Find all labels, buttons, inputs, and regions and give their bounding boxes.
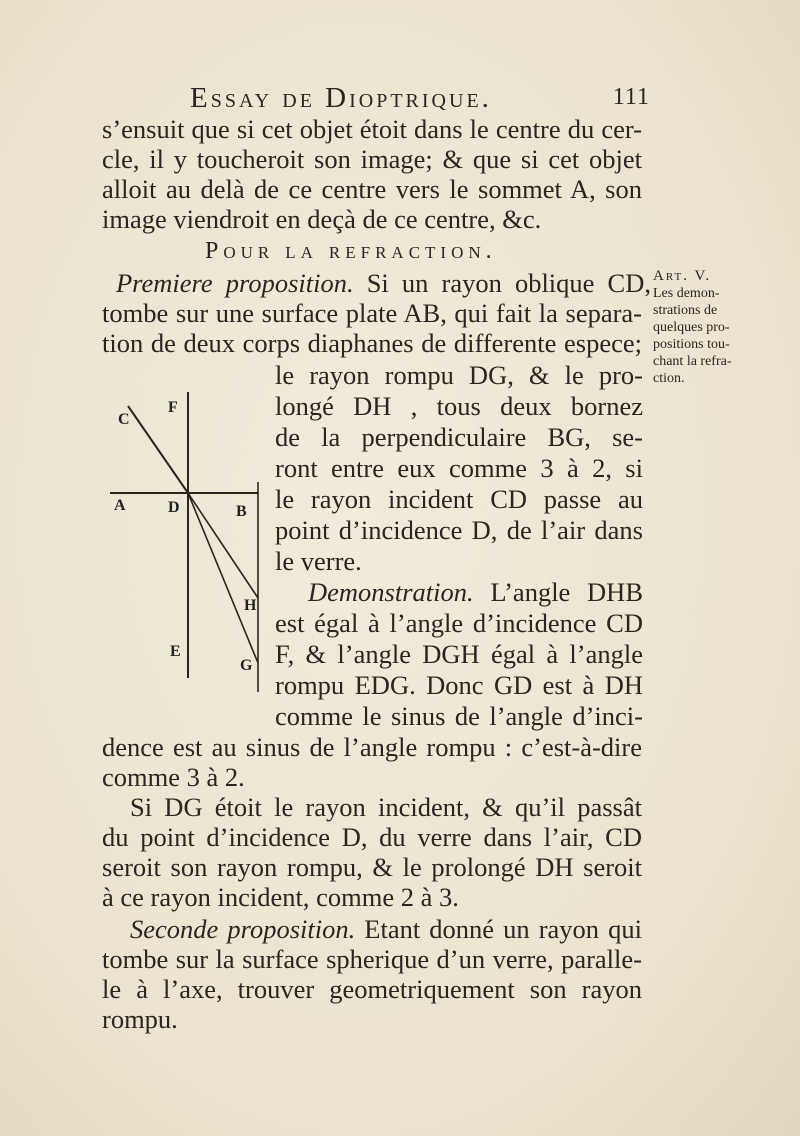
text-line: F, & l’angle DGH égal à l’angle <box>275 639 643 669</box>
text-line: à ce rayon incident, comme 2 à 3. <box>102 882 459 912</box>
text-line: image viendroit en deçà de ce centre, &c. <box>102 204 542 234</box>
text-line: est égal à l’angle d’incidence CD <box>275 608 643 638</box>
text-line: seroit son rayon rompu, & le prolongé DH seroit <box>102 852 642 882</box>
text-line: s’ensuit que si cet objet étoit dans le centre du cer- <box>102 114 642 144</box>
prop1-first-line: Premiere proposition. Si un rayon oblique CD, <box>116 268 651 298</box>
margin-line: positions tou- <box>653 337 730 352</box>
text-line: ront entre eux comme 3 à 2, si <box>275 453 643 483</box>
text-line: le rayon incident CD passe au <box>275 484 643 514</box>
section-heading: Pour la refraction. <box>205 238 497 264</box>
prop2-first-line: Seconde proposition. Etant donné un rayon qui <box>130 914 642 944</box>
prop1-label: Premiere proposition. <box>116 268 354 298</box>
text-line: rompu EDG. Donc GD est à DH <box>275 670 643 700</box>
margin-line: chant la refra- <box>653 354 732 369</box>
page-number: 111 <box>612 84 650 110</box>
demonstration-label: Demonstration. <box>308 577 474 607</box>
margin-article-number: Art. V. <box>653 268 712 284</box>
label-a: A <box>114 497 126 514</box>
label-c: C <box>118 411 130 428</box>
label-h: H <box>244 597 257 614</box>
text-line: le à l’axe, trouver geometriquement son rayon <box>102 974 642 1004</box>
text-line: comme 3 à 2. <box>102 762 245 792</box>
demonstration-first-line: Demonstration. L’angle DHB <box>308 577 643 607</box>
incident-ray <box>128 406 188 493</box>
label-g: G <box>240 657 253 674</box>
label-e: E <box>170 643 181 660</box>
refraction-diagram <box>108 378 268 708</box>
text-line: tion de deux corps diaphanes de differente espece; <box>102 328 642 358</box>
margin-line: Les demon- <box>653 286 720 301</box>
text-line: de la perpendiculaire BG, se- <box>275 422 643 452</box>
text-line: tombe sur la surface spherique d’un verre, paralle- <box>102 944 642 974</box>
text-line: comme le sinus de l’angle d’inci- <box>275 701 643 731</box>
text-line: longé DH , tous deux bornez <box>275 391 643 421</box>
margin-line: ction. <box>653 371 685 386</box>
text-line: alloit au delà de ce centre vers le sommet A, son <box>102 174 642 204</box>
text-line: dence est au sinus de l’angle rompu : c’est-à-dire <box>102 732 642 762</box>
text-line: du point d’incidence D, du verre dans l’air, CD <box>102 822 642 852</box>
text-line: le verre. <box>275 546 362 576</box>
running-header: Essay de Dioptrique. <box>190 82 492 114</box>
label-f: F <box>168 399 178 416</box>
text-line: Si DG étoit le rayon incident, & qu’il passât <box>130 792 642 822</box>
margin-line: quelques pro- <box>653 320 730 335</box>
margin-note <box>653 268 773 387</box>
prolonged-ray <box>188 493 258 598</box>
label-d: D <box>168 499 180 516</box>
text-line: cle, il y toucheroit son image; & que si cet objet <box>102 144 642 174</box>
label-b: B <box>236 503 247 520</box>
refracted-ray <box>188 493 258 663</box>
text-line: point d’incidence D, de l’air dans <box>275 515 643 545</box>
text-line: tombe sur une surface plate AB, qui fait la separa- <box>102 298 642 328</box>
prop2-label: Seconde proposition. <box>130 914 356 944</box>
text-line: le rayon rompu DG, & le pro- <box>275 360 643 390</box>
margin-line: strations de <box>653 303 718 318</box>
text-line: rompu. <box>102 1004 178 1034</box>
